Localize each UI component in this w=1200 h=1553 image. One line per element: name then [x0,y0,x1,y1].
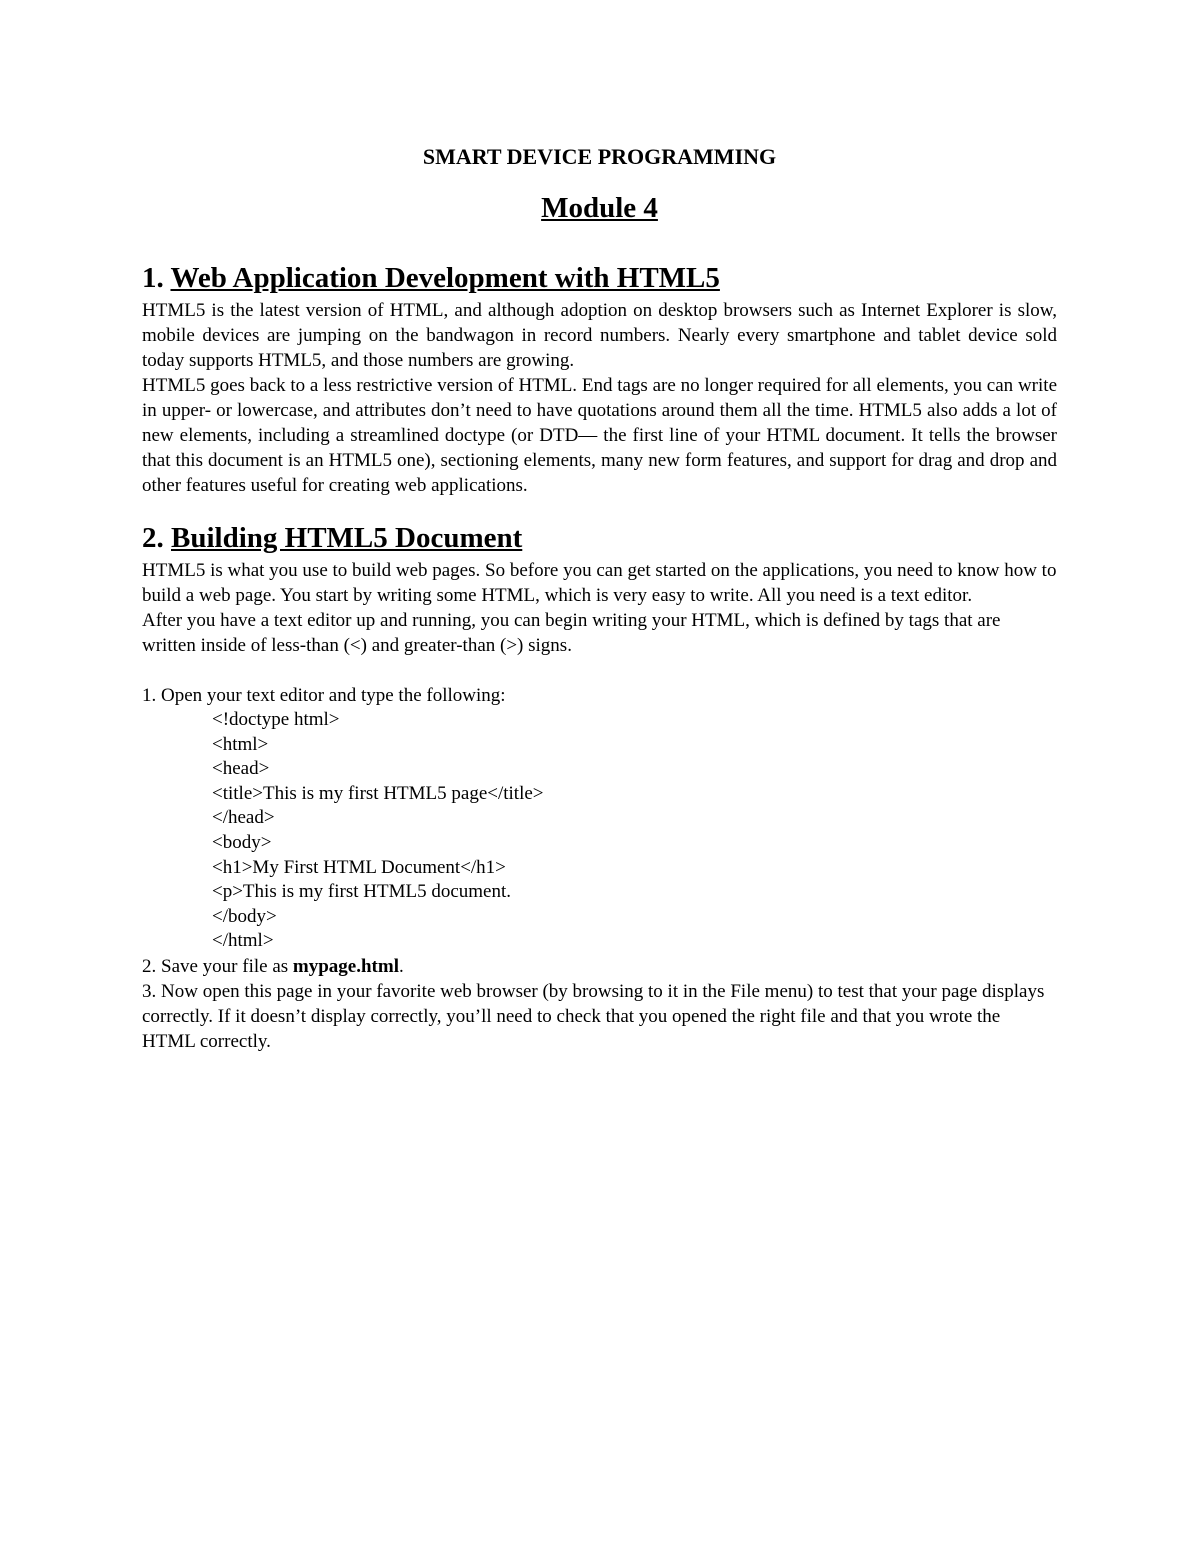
step-1: 1. Open your text editor and type the following: [142,685,506,706]
step-2 [142,954,1057,979]
code-line: </html> [212,930,274,952]
document-title: SMART DEVICE PROGRAMMING [422,144,777,169]
step-3: 3. Now open this page in your favorite web browser (by browsing to it in the File menu) to test that your page displays correctly. If it doesn’t display correctly, you’ll need to check that you opened the right file and that you wrote the HTML correctly. [142,980,1045,1052]
code-block [142,708,1057,954]
code-line: <!doctype html> [212,709,340,730]
paragraph-text-editor-tags: After you have a text editor up and running, you can begin writing your HTML, which is defined by tags that are written inside of less-than (<) and greater-than (>) signs. [142,610,1001,656]
code-line: <body> [212,831,272,853]
step-2-filename: mypage.html [292,955,399,977]
code-line: <p>This is my first HTML5 document. [212,881,512,903]
section-number-2: 2. [142,522,164,554]
code-line: </head> [212,807,275,829]
step-2-period: . [398,955,404,977]
document-page [142,140,1057,1054]
section-title-1: Web Application Development with HTML5 [170,262,720,294]
section-number-1: 1. [142,262,164,294]
code-line: </body> [212,905,277,927]
code-line: <title>This is my first HTML5 page</title> [212,782,544,804]
code-line: <head> [212,758,270,780]
paragraph-html5-intro: HTML5 is the latest version of HTML, and although adoption on desktop browsers such as Internet Explorer is slow, mobile devices are jumping on the bandwagon in record numbers. Nearly every smartphone and tablet device sold today supports HTML5, and those numbers are growing. [142,300,1057,371]
section-heading-2 [142,518,1057,558]
paragraph-build-web-pages: HTML5 is what you use to build web pages. So before you can get started on the applications, you need to know how to build a web page. You start by writing some HTML, which is very easy to write. All you need is a text editor. [142,560,1057,606]
paragraph-html5-restrictive: HTML5 goes back to a less restrictive version of HTML. End tags are no longer required for all elements, you can write in upper- or lowercase, and attributes don’t need to have quotations around them all the time. HTML5 also adds a lot of new elements, including a streamlined doctype (or DTD— the first line of your HTML document. It tells the browser that this document is an HTML5 one), sectioning elements, many new form features, and support for drag and drop and other features useful for creating web applications. [142,375,1057,496]
section-heading-1 [142,258,1057,298]
step-2-text: 2. Save your file as [142,955,293,977]
module-title [142,188,1057,228]
code-line: <html> [212,733,269,755]
module-title-text: Module 4 [541,192,658,224]
steps-list [142,683,1057,1054]
code-line: <h1>My First HTML Document</h1> [212,856,506,878]
section-title-2: Building HTML5 Document [171,522,523,554]
